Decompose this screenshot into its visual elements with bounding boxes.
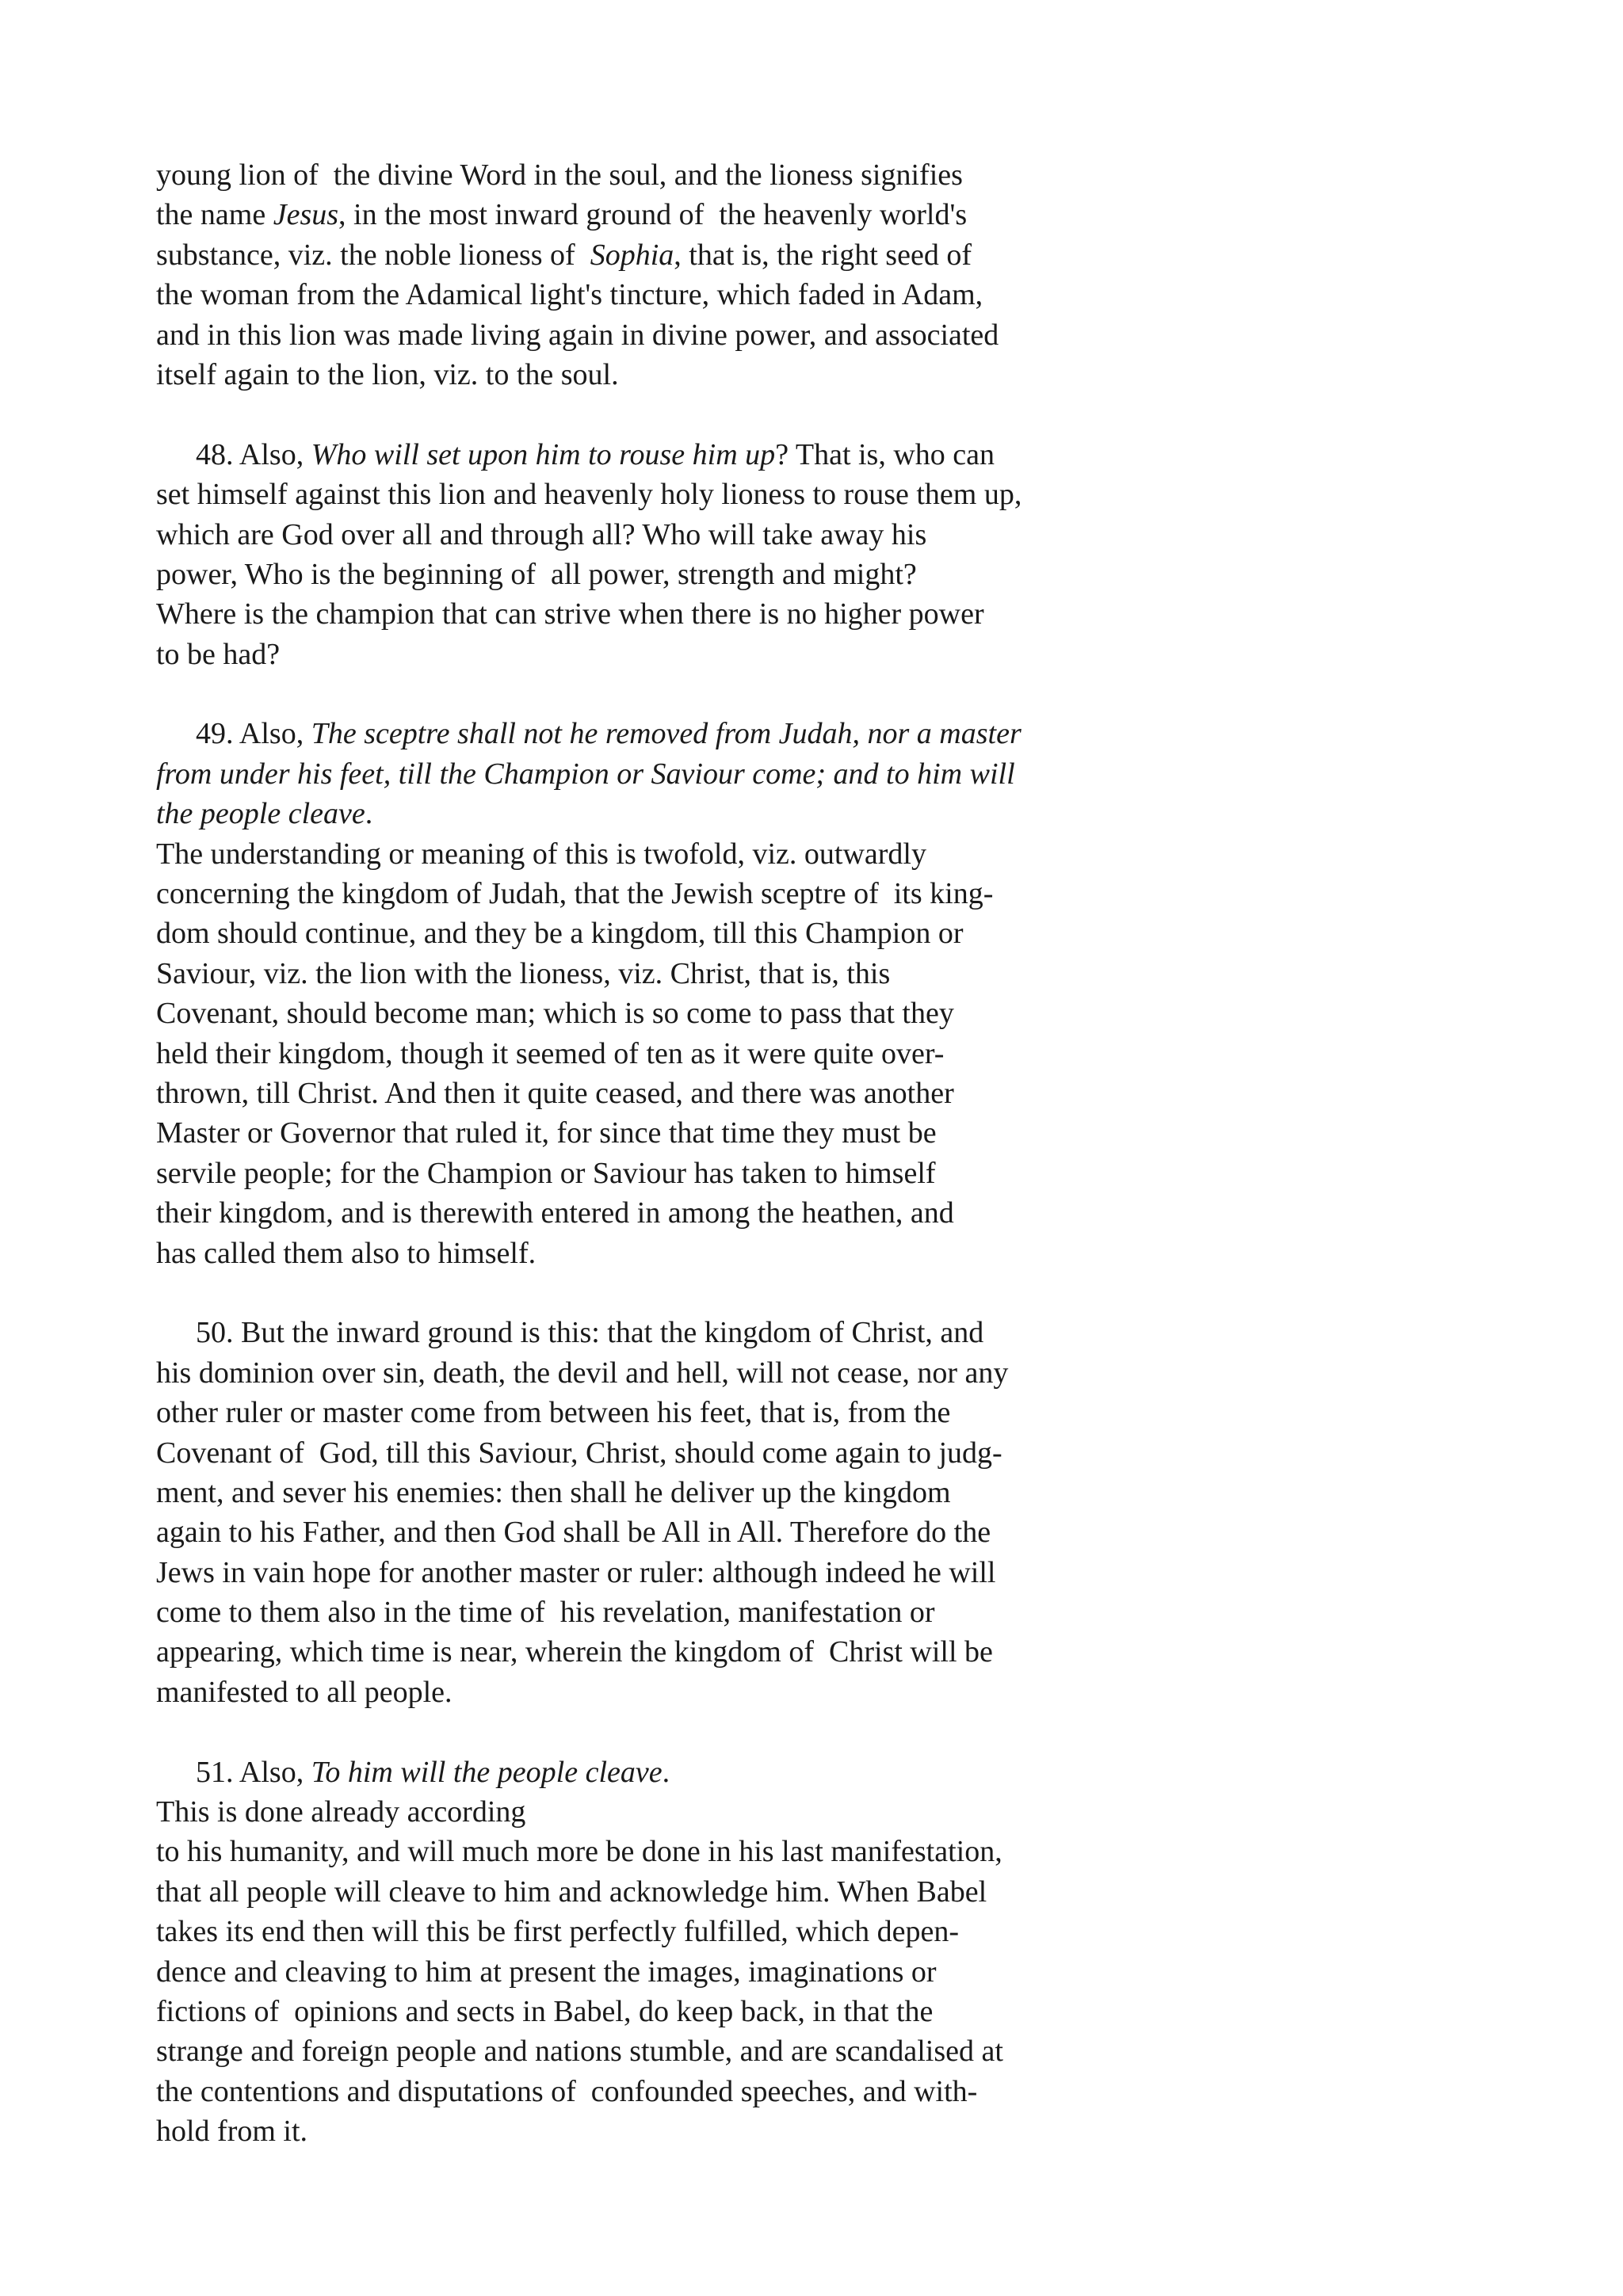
text-line (156, 754, 1281, 794)
text-line (156, 954, 1281, 994)
italic-run: the people cleave (156, 797, 365, 831)
text-run: ment, and sever his enemies: then shall he deliver up the kingdom (156, 1475, 951, 1509)
text-run: 49. Also, (196, 717, 311, 751)
text-run: Jews in vain hope for another master or ruler: although indeed he will (156, 1555, 996, 1589)
text-line (156, 1154, 1281, 1193)
text-run: concerning the kingdom of Judah, that the Jewish sceptre of its king- (156, 877, 994, 911)
text-line (156, 1433, 1281, 1473)
body-text (156, 155, 1281, 2152)
text-line (156, 1832, 1281, 1871)
text-run: set himself against this lion and heavenly holy lioness to rouse them up, (156, 478, 1022, 512)
text-line (156, 714, 1281, 753)
italic-run: from under his feet, till the Champion or Saviour come; and to him will (156, 757, 1015, 791)
text-run: . (662, 1755, 670, 1789)
text-run: has called them also to himself. (156, 1236, 537, 1270)
text-line (156, 994, 1281, 1033)
text-run: . (365, 797, 373, 831)
text-line (156, 794, 1281, 833)
paragraph-gap (156, 674, 1281, 714)
text-line (156, 594, 1281, 634)
text-line (156, 874, 1281, 913)
text-run: dence and cleaving to him at present the images, imaginations or (156, 1955, 937, 1989)
italic-run: The sceptre shall not he removed from Judah, nor a master (311, 717, 1022, 751)
text-line (156, 1792, 1281, 1832)
text-run: The understanding or meaning of this is twofold, viz. outwardly (156, 837, 926, 871)
text-line (156, 834, 1281, 874)
text-line (156, 1553, 1281, 1592)
text-run: their kingdom, and is therewith entered in among the heathen, and (156, 1196, 954, 1230)
text-line (156, 1113, 1281, 1153)
text-line (156, 2072, 1281, 2111)
text-line (156, 1632, 1281, 1672)
text-line (156, 1393, 1281, 1432)
text-run: and in this lion was made living again in divine power, and associated (156, 318, 999, 352)
italic-run: To him will the people cleave (311, 1755, 663, 1789)
text-run: again to his Father, and then God shall be All in All. Therefore do the (156, 1516, 991, 1550)
text-run: ? That is, who can (775, 437, 995, 471)
text-line (156, 1512, 1281, 1552)
text-run: This is done already according (156, 1795, 526, 1829)
text-run: Covenant, should become man; which is so come to pass that they (156, 997, 954, 1031)
text-run: thrown, till Christ. And then it quite ceased, and there was another (156, 1076, 954, 1110)
text-line (156, 1034, 1281, 1074)
paragraph-gap (156, 395, 1281, 434)
paragraph-gap (156, 1273, 1281, 1313)
text-run: , in the most inward ground of the heavenly world's (338, 198, 968, 232)
text-run: to his humanity, and will much more be done in his last manifestation, (156, 1835, 1002, 1869)
text-run: 48. Also, (196, 437, 311, 471)
text-line (156, 195, 1281, 235)
text-line (156, 1672, 1281, 1712)
text-line (156, 1074, 1281, 1113)
text-run: the contentions and disputations of confounded speeches, and with- (156, 2074, 978, 2108)
text-line (156, 555, 1281, 594)
text-line (156, 435, 1281, 475)
text-line (156, 275, 1281, 315)
text-run: which are God over all and through all? Who will take away his (156, 517, 927, 551)
text-run: his dominion over sin, death, the devil and hell, will not cease, nor any (156, 1356, 1009, 1390)
text-line (156, 1473, 1281, 1512)
text-run: that all people will cleave to him and acknowledge him. When Babel (156, 1875, 987, 1909)
text-line (156, 1234, 1281, 1273)
text-run: appearing, which time is near, wherein the kingdom of Christ will be (156, 1635, 993, 1669)
text-run: 50. But the inward ground is this: that the kingdom of Christ, and (196, 1316, 984, 1350)
text-line (156, 515, 1281, 555)
text-line (156, 2031, 1281, 2071)
text-run: to be had? (156, 637, 281, 671)
text-run: Master or Governor that ruled it, for since that time they must be (156, 1116, 937, 1150)
italic-run: Jesus (273, 198, 339, 232)
italic-run: Who will set upon him to rouse him up (311, 437, 776, 471)
text-line (156, 235, 1281, 275)
text-line (156, 1193, 1281, 1233)
text-run: Saviour, viz. the lion with the lioness, viz. Christ, that is, this (156, 956, 891, 990)
text-line (156, 1753, 1281, 1792)
text-run: hold from it. (156, 2115, 308, 2149)
text-run: power, Who is the beginning of all power, strength and might? (156, 557, 917, 591)
text-run: young lion of the divine Word in the soul, and the lioness signifies (156, 158, 963, 192)
text-line (156, 355, 1281, 395)
text-run: fictions of opinions and sects in Babel, do keep back, in that the (156, 1994, 934, 2028)
text-line (156, 913, 1281, 953)
text-run: other ruler or master come from between his feet, that is, from the (156, 1396, 951, 1430)
text-run: dom should continue, and they be a kingdom, till this Champion or (156, 917, 964, 951)
text-line (156, 155, 1281, 195)
text-line (156, 1992, 1281, 2031)
text-run: manifested to all people. (156, 1675, 453, 1709)
text-line (156, 1952, 1281, 1992)
text-line (156, 315, 1281, 355)
text-line (156, 1353, 1281, 1393)
text-run: , that is, the right seed of (674, 238, 972, 272)
text-run: itself again to the lion, viz. to the soul. (156, 357, 619, 391)
text-line (156, 635, 1281, 674)
text-run: 51. Also, (196, 1755, 311, 1789)
text-run: substance, viz. the noble lioness of (156, 238, 590, 272)
text-run: strange and foreign people and nations stumble, and are scandalised at (156, 2035, 1003, 2069)
text-line (156, 1592, 1281, 1632)
text-run: Where is the champion that can strive when there is no higher power (156, 597, 984, 631)
text-line (156, 2111, 1281, 2151)
italic-run: Sophia (590, 238, 674, 272)
text-run: come to them also in the time of his revelation, manifestation or (156, 1596, 935, 1630)
text-run: held their kingdom, though it seemed of ten as it were quite over- (156, 1036, 945, 1070)
text-run: the woman from the Adamical light's tincture, which faded in Adam, (156, 278, 983, 312)
text-line (156, 475, 1281, 514)
text-line (156, 1313, 1281, 1352)
text-line (156, 1912, 1281, 1951)
text-run: servile people; for the Champion or Saviour has taken to himself (156, 1156, 936, 1190)
text-run: the name (156, 198, 273, 232)
text-line (156, 1872, 1281, 1912)
text-run: takes its end then will this be first perfectly fulfilled, which depen- (156, 1915, 960, 1949)
text-run: Covenant of God, till this Saviour, Christ, should come again to judg- (156, 1436, 1002, 1470)
paragraph-gap (156, 1712, 1281, 1752)
